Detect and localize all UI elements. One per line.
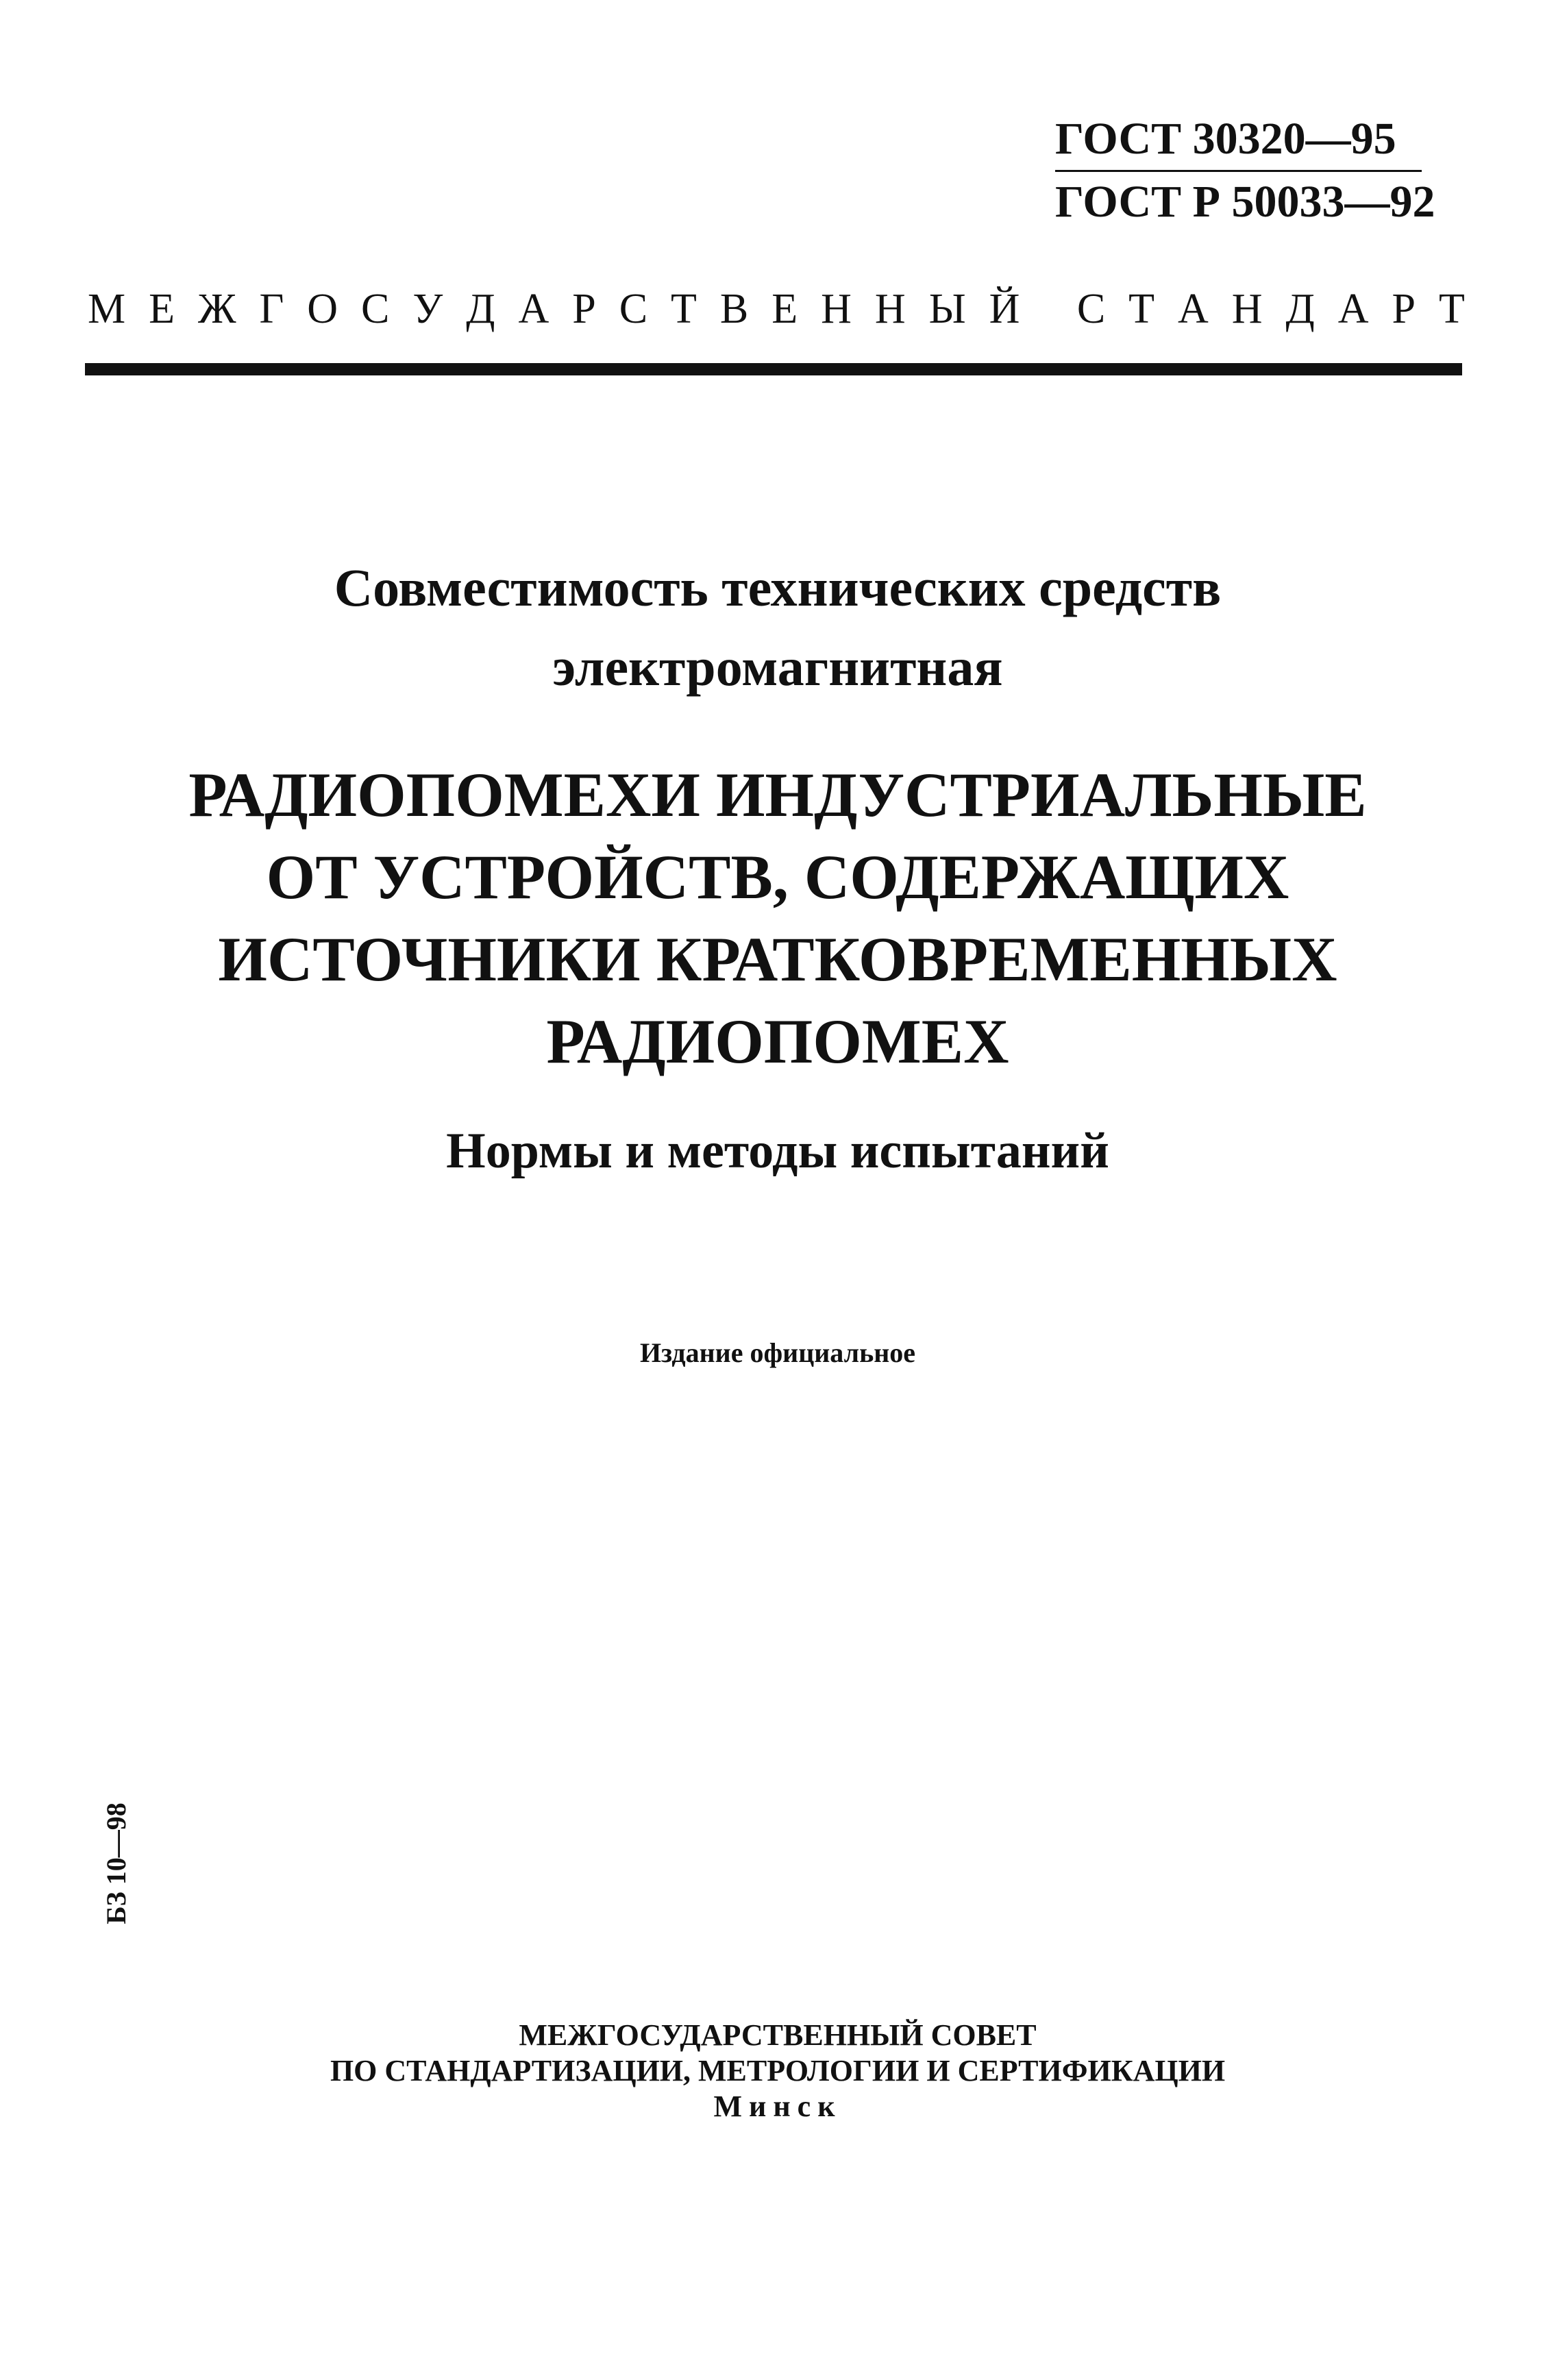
standard-type-letter: О (307, 286, 338, 332)
standard-type-gap (1043, 288, 1054, 330)
standard-type-letter: Н (821, 286, 852, 332)
standard-type-letter: Т (1128, 286, 1155, 332)
subtitle: Нормы и методы испытаний (446, 1123, 1109, 1179)
side-code-text: БЗ 10—98 (101, 1802, 132, 1924)
standard-type-letter: Р (1392, 286, 1416, 332)
publisher-block (206, 2018, 1350, 2124)
edition-note: Издание официальное (639, 1337, 916, 1368)
standard-type-heading (88, 288, 1465, 330)
standard-type-letter: М (88, 286, 126, 332)
main-title-line: РАДИОПОМЕХИ ИНДУСТРИАЛЬНЫЕ (188, 760, 1367, 830)
standard-type-letter: Н (874, 286, 906, 332)
standard-code-secondary: ГОСТ Р 50033—92 (1055, 177, 1435, 227)
subject-line: Совместимость технических средств (334, 558, 1222, 617)
standard-type-letter: Г (259, 286, 284, 332)
standard-type-letter: Н (1231, 286, 1263, 332)
standard-type-letter: Е (149, 286, 175, 332)
standard-type-letter: В (719, 286, 749, 332)
publisher-city: Минск (713, 2090, 842, 2123)
main-title-line: РАДИОПОМЕХ (546, 1006, 1009, 1076)
header-rule (85, 363, 1462, 375)
main-title-line: ИСТОЧНИКИ КРАТКОВРЕМЕННЫХ (218, 924, 1337, 994)
standard-type-letter: Д (1285, 286, 1315, 332)
standard-code-primary: ГОСТ 30320—95 (1055, 114, 1396, 164)
standard-type-letter: С (619, 286, 648, 332)
standard-type-letter: Т (671, 286, 697, 332)
subject-line: электромагнитная (552, 637, 1003, 697)
publisher-line: ПО СТАНДАРТИЗАЦИИ, МЕТРОЛОГИИ И СЕРТИФИКАЦИИ (330, 2054, 1226, 2087)
standard-type-letter: Р (572, 286, 596, 332)
standard-type-letter: Ы (928, 286, 966, 332)
standard-type-letter: Д (466, 286, 495, 332)
standard-type-letter: Ж (197, 286, 236, 332)
standard-type-letter: Т (1438, 286, 1465, 332)
standard-type-letter: Й (989, 286, 1020, 332)
standard-type-letter: С (1076, 286, 1106, 332)
standard-type-letter: С (361, 286, 390, 332)
standard-type-letter: А (1178, 286, 1209, 332)
standard-type-letter: Е (771, 286, 798, 332)
subject-heading (137, 548, 1418, 707)
publisher-line: МЕЖГОСУДАРСТВЕННЫЙ СОВЕТ (519, 2018, 1037, 2052)
standard-codes (1055, 116, 1439, 225)
standard-type-letter: А (518, 286, 549, 332)
standard-type-letter: У (412, 286, 443, 332)
code-divider (1055, 170, 1422, 172)
main-title (137, 754, 1418, 1082)
main-title-line: ОТ УСТРОЙСТВ, СОДЕРЖАЩИХ (266, 842, 1289, 912)
standard-type-letter: А (1337, 286, 1369, 332)
